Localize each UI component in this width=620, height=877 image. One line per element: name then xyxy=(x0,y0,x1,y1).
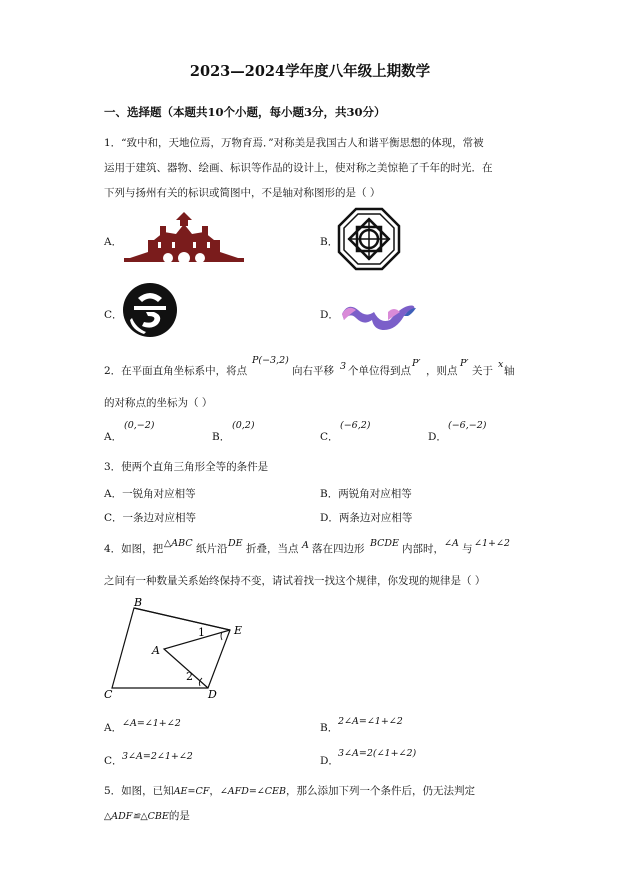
q4-triangle-abc: △ABC xyxy=(164,538,193,549)
q2-option-a[interactable] xyxy=(104,429,122,444)
q4-option-c-label: C． xyxy=(104,755,123,767)
q2-option-c-label: C． xyxy=(320,431,339,443)
page-title: 2023—2024学年度八年级上期数学 xyxy=(189,63,431,80)
q5-text-2: ， xyxy=(209,785,220,797)
q2-point-p-prime-2: P′ xyxy=(460,358,469,369)
q4-option-a-label: A． xyxy=(104,722,123,734)
q2-line2: 的对称点的坐标为（ ） xyxy=(104,397,213,409)
q3-option-c[interactable]: C．一条边对应相等 xyxy=(104,512,197,524)
q4-text-5: 内部时， xyxy=(402,543,444,555)
q2-option-d-value: (−6,−2) xyxy=(448,420,487,431)
q2-option-b[interactable] xyxy=(212,429,230,444)
q3-option-a[interactable]: A．一锐角对应相等 xyxy=(104,488,196,500)
round-emblem-image xyxy=(122,282,178,338)
q4-option-b-label: B． xyxy=(320,722,339,734)
figure-angle-1: 1 xyxy=(198,626,205,639)
q2-option-d-label: D． xyxy=(428,431,447,443)
figure-label-c: C xyxy=(104,688,113,701)
building-silhouette-image xyxy=(124,212,244,264)
figure-angle-2: 2 xyxy=(186,670,193,683)
q5-line1 xyxy=(104,784,475,799)
q3-stem: 3．使两个直角三角形全等的条件是 xyxy=(104,461,269,473)
q1-line1: 1．“致中和，天地位焉，万物育焉．”对称美是我国古人和谐平衡思想的体现，常被 xyxy=(104,137,484,149)
q4-quad-bcde: BCDE xyxy=(370,538,399,549)
q2-text-2: 向右平移 xyxy=(292,365,334,377)
q4-text-2: 纸片沿 xyxy=(196,543,228,555)
q2-text-6: 轴 xyxy=(504,365,515,377)
figure-label-d: D xyxy=(208,688,217,701)
q2-option-d[interactable] xyxy=(428,429,447,444)
figure-label-b: B xyxy=(134,596,143,609)
q3-option-d[interactable]: D．两条边对应相等 xyxy=(320,512,413,524)
q2-x-axis-symbol: x xyxy=(498,359,504,370)
figure-label-a: A xyxy=(152,644,160,657)
q2-option-b-label: B． xyxy=(212,431,231,443)
ribbon-logo-image xyxy=(338,298,418,334)
q2-option-b-value: (0,2) xyxy=(232,420,255,431)
q4-option-d[interactable] xyxy=(320,753,339,768)
q1-option-c[interactable]: C． xyxy=(104,309,123,321)
q1-line2: 运用于建筑、器物、绘画、标识等作品的设计上，使对称之美惊艳了千年的时光．在 xyxy=(104,162,493,174)
q2-text-5: 关于 xyxy=(472,365,493,377)
q2-text-1: 2．在平面直角坐标系中，将点 xyxy=(104,365,248,377)
q3-option-b[interactable]: B．两锐角对应相等 xyxy=(320,488,412,500)
q4-angle-a: ∠A xyxy=(444,538,459,549)
q1-line3: 下列与扬州有关的标识或简图中，不是轴对称图形的是（ ） xyxy=(104,187,381,199)
q4-option-a[interactable] xyxy=(104,720,122,735)
q2-option-c-value: (−6,2) xyxy=(340,420,371,431)
octagon-window-image xyxy=(338,208,400,270)
q4-option-b[interactable] xyxy=(320,720,338,735)
q5-condition-angles: ∠AFD=∠CEB xyxy=(219,786,286,797)
q4-option-d-value: 3∠A=2(∠1+∠2) xyxy=(338,748,417,759)
q1-option-a[interactable]: A． xyxy=(104,236,123,248)
q4-line2: 之间有一种数量关系始终保持不变，请试着找一找这个规律，你发现的规律是（ ） xyxy=(104,575,486,587)
q4-segment-de: DE xyxy=(228,538,243,549)
q5-line2 xyxy=(104,809,190,824)
q2-option-c[interactable] xyxy=(320,429,339,444)
q4-option-b-value: 2∠A=∠1+∠2 xyxy=(338,716,403,727)
q4-text-3: 折叠，当点 xyxy=(246,543,299,555)
q4-angles-sum: ∠1+∠2 xyxy=(474,538,510,549)
q5-condition-ae-cf: AE=CF xyxy=(173,786,210,797)
q4-text-4: 落在四边形 xyxy=(312,543,365,555)
q1-option-d[interactable]: D． xyxy=(320,309,339,321)
folded-triangle-figure xyxy=(104,596,254,700)
q5-congruence: △ADF≌△CBE xyxy=(104,811,169,822)
q4-point-a: A xyxy=(302,540,309,551)
q2-shift-amount: 3 xyxy=(340,361,347,372)
section-heading: 一、选择题（本题共10个小题，每小题3分，共30分） xyxy=(104,105,386,119)
q2-option-a-value: (0,−2) xyxy=(124,420,155,431)
q4-text-6: 与 xyxy=(462,543,473,555)
figure-label-e: E xyxy=(234,624,243,637)
q2-text-4: ，则点 xyxy=(426,365,458,377)
q4-option-c[interactable] xyxy=(104,753,123,768)
q4-option-c-value: 3∠A=2∠1+∠2 xyxy=(122,751,193,762)
q5-text-1: 5．如图，已知 xyxy=(104,785,174,797)
q1-option-b[interactable]: B． xyxy=(320,236,339,248)
q4-option-a-value: ∠A=∠1+∠2 xyxy=(122,718,181,729)
q2-point-p-prime: P′ xyxy=(412,358,421,369)
q5-text-3: ，那么添加下列一个条件后，仍无法判定 xyxy=(285,785,475,797)
q4-option-d-label: D． xyxy=(320,755,339,767)
q5-text-4: 的是 xyxy=(168,810,190,822)
q4-text-1: 4．如图，把 xyxy=(104,543,164,555)
q2-point-p: P(−3,2) xyxy=(252,355,289,366)
q2-text-3: 个单位得到点 xyxy=(348,365,411,377)
q2-option-a-label: A． xyxy=(104,431,123,443)
